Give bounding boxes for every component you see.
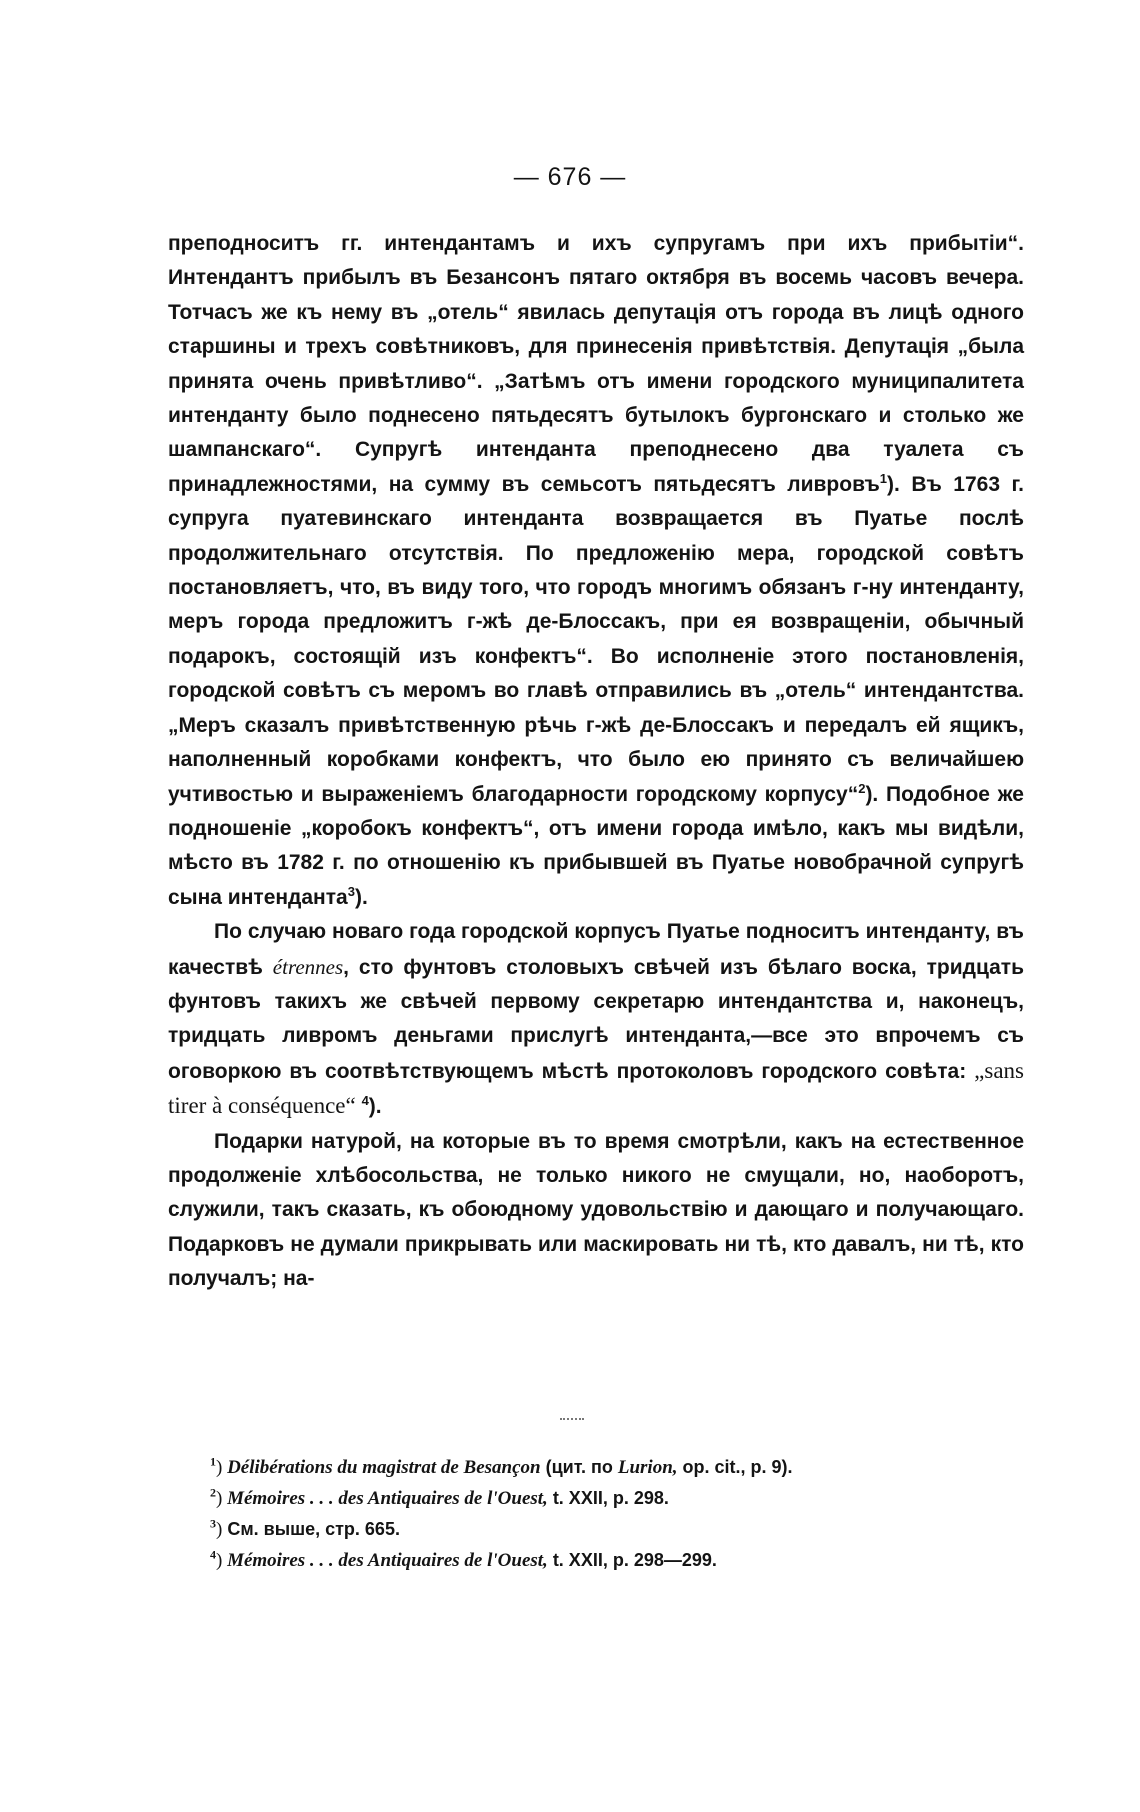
body-text: [168, 227, 1024, 1297]
paragraph-1: [168, 227, 1024, 915]
footnote-source-title: Mémoires . . . des Antiquaires de l'Ouest,: [227, 1488, 548, 1509]
footnote-ref-3[interactable]: 3: [347, 883, 355, 899]
paragraph-1-part-4: ).: [354, 885, 368, 909]
footnote-separator: [560, 1418, 584, 1420]
etrennes-term: étrennes: [272, 954, 344, 979]
footnotes: [210, 1452, 1030, 1576]
paragraph-1-part-2: ). Въ 1763 г. супруга пуатевинскаго интенданта возвращается въ Пуатье послѣ продолжительнаго отсутствія. По предложенію мера, городской совѣтъ постановляетъ, что, въ виду того, что городъ многимъ обязанъ г-ну интенданту, меръ города предложитъ г-жѣ де-Блоссакъ, при ея возвращеніи, обычный подарокъ, состоящій изъ конфектъ“. Во исполненіе этого постановленія, городской совѣтъ съ меромъ во главѣ отправились въ „отель“ интендантства. „Меръ сказалъ привѣтственную рѣчь г-жѣ де-Блоссакъ и передалъ ей ящикъ, наполненный коробками конфектъ, что было ею принято съ величайшею учтивостью и выраженіемъ благодарности городскому корпусу“: [168, 472, 1024, 806]
footnote-number: 4: [210, 1547, 216, 1562]
footnote-author: Lurion,: [617, 1457, 678, 1478]
footnote-source-title: Mémoires . . . des Antiquaires de l'Ouest,: [227, 1550, 548, 1571]
footnote-4: $^4$) Mémoires . . . des Antiquaires de l'Ouest, t. XXII, p. 298—299.: [210, 1547, 717, 1571]
footnote-text: op. cit., p. 9).: [677, 1457, 793, 1477]
footnote-text: (цит. по: [540, 1457, 618, 1477]
latin-quote: „sans tirer à conséquence“: [168, 1057, 1024, 1119]
footnote-source-title: Délibérations du magistrat de Besançon: [227, 1457, 541, 1478]
footnote-text: См. выше, стр. 665.: [222, 1519, 400, 1539]
footnote-ref-1[interactable]: 1: [879, 470, 888, 486]
paragraph-2-part-2: , сто фунтовъ столовыхъ свѣчей изъ бѣлаго воска, тридцать фунтовъ такихъ же свѣчей первому секретарю интендантства и, наконецъ, тридцать ливромъ деньгами прислугѣ интенданта,—все это впрочемъ съ оговоркою въ соотвѣтствующемъ мѣстѣ протоколовъ городского совѣта:: [168, 955, 1024, 1083]
footnote-ref-4[interactable]: 4: [361, 1093, 369, 1109]
footnote-2: $^2$) Mémoires . . . des Antiquaires de l'Ouest, t. XXII, p. 298.: [210, 1485, 669, 1509]
footnote-1: $^1$) Délibérations du magistrat de Besançon (цит. по Lurion, op. cit., p. 9).: [210, 1454, 793, 1478]
paragraph-1-part-1: преподноситъ гг. интендантамъ и ихъ супругамъ при ихъ прибытіи“. Интендантъ прибылъ въ Безансонъ пятаго октября въ восемь часовъ вечера. Тотчасъ же къ нему въ „отель“ явилась депутація отъ города въ лицѣ одного старшины и трехъ совѣтниковъ, для принесенія привѣтствія. Депутація „была принята очень привѣтливо“. „Затѣмъ отъ имени городского муниципалитета интенданту было поднесено пятьдесятъ бутылокъ бургонскаго и столько же шампанскаго“. Супругѣ интенданта преподнесено два туалета съ принадлежностями, на сумму въ семьсотъ пятьдесятъ ливровъ: [168, 232, 1024, 496]
footnote-number: 3: [210, 1516, 216, 1531]
paragraph-3: Подарки натурой, на которые въ то время смотрѣли, какъ на естественное продолженіе хлѣбосольства, не только никого не смущали, но, наоборотъ, служили, такъ сказать, къ обоюдному удовольствію и дающаго и получающаго. Подарковъ не думали прикрывать или маскировать ни тѣ, кто давалъ, ни тѣ, кто получалъ; на-: [168, 1129, 1024, 1291]
paragraph-2-part-1: По случаю новаго года городской корпусъ Пуатье подноситъ интенданту, въ качествѣ: [168, 920, 1024, 979]
footnote-3: $^3$) См. выше, стр. 665.: [210, 1516, 400, 1540]
footnote-number: 1: [210, 1454, 216, 1469]
footnote-text: t. XXII, p. 298—299.: [547, 1550, 717, 1570]
paragraph-2: [168, 915, 1024, 1124]
footnote-text: t. XXII, p. 298.: [547, 1488, 669, 1508]
footnote-ref-2[interactable]: 2: [858, 780, 866, 796]
paragraph-1-part-3: ). Подобное же подношеніе „коробокъ конфектъ“, отъ имени города имѣло, какъ мы видѣли, мѣсто въ 1782 г. по отношенію къ прибывшей въ Пуатье новобрачной супругѣ сына интенданта: [168, 782, 1024, 909]
paragraph-2-part-3: ).: [368, 1095, 382, 1119]
footnote-number: 2: [210, 1485, 216, 1500]
page-number: — 676 —: [513, 163, 627, 191]
